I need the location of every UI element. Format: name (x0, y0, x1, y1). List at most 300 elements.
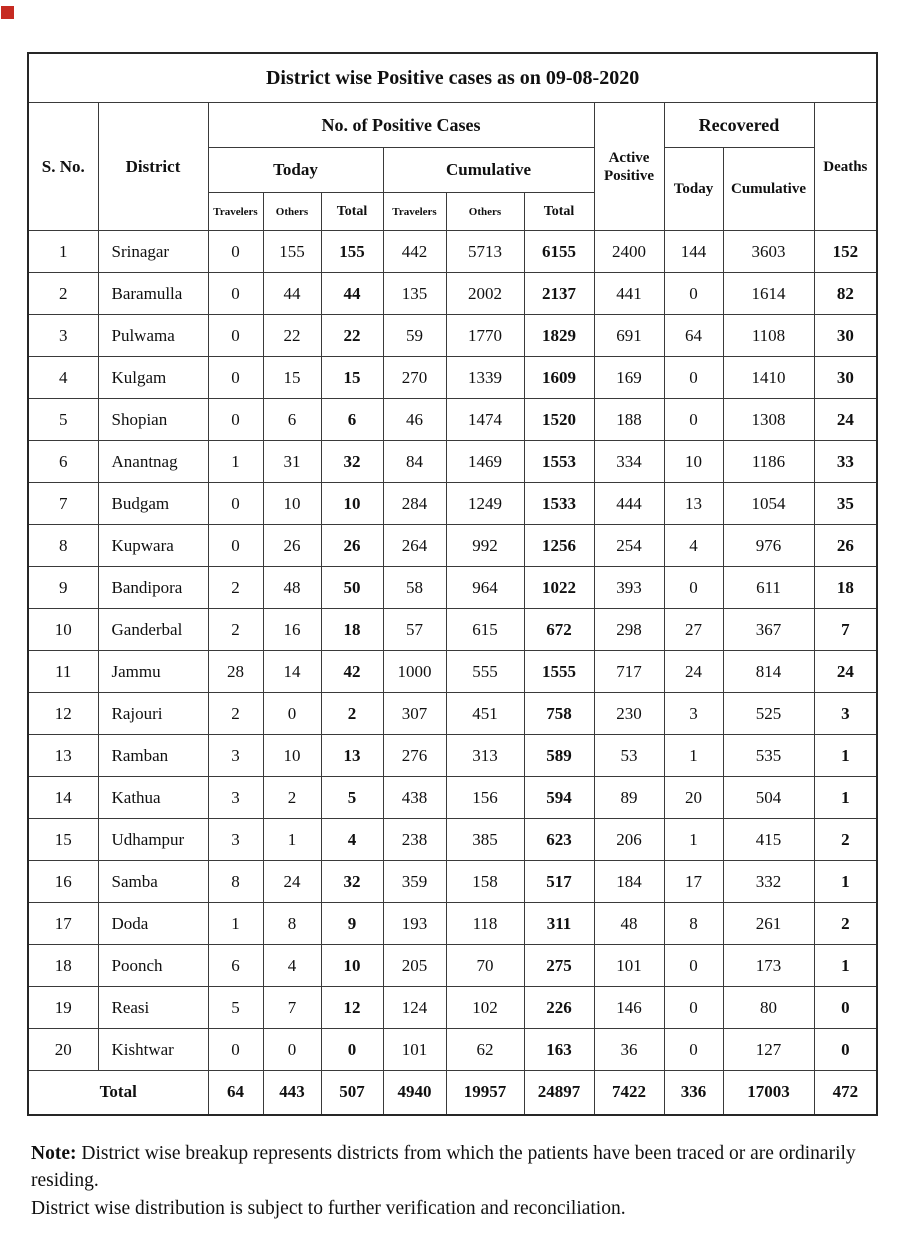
cell-district: Bandipora (98, 567, 208, 609)
cell-cum-total: 589 (524, 735, 594, 777)
cell-recovered-today: 3 (664, 693, 723, 735)
cell-district: Rajouri (98, 693, 208, 735)
cell-cum-others: 555 (446, 651, 524, 693)
cell-district: Ganderbal (98, 609, 208, 651)
cell-today-travelers: 28 (208, 651, 263, 693)
cell-cum-total: 311 (524, 903, 594, 945)
cell-active-positive: 53 (594, 735, 664, 777)
cell-recovered-today: 144 (664, 231, 723, 273)
cell-recovered-cumulative: 367 (723, 609, 814, 651)
cell-s-no: 1 (28, 231, 98, 273)
cell-today-others: 2 (263, 777, 321, 819)
cell-deaths: 30 (814, 315, 877, 357)
cell-cum-travelers: 359 (383, 861, 446, 903)
cell-active-positive: 146 (594, 987, 664, 1029)
cell-cum-total: 1553 (524, 441, 594, 483)
cell-active-positive: 2400 (594, 231, 664, 273)
note-paragraph-1 (31, 1140, 879, 1195)
cell-deaths: 24 (814, 399, 877, 441)
table-row (28, 231, 877, 273)
cell-s-no: 19 (28, 987, 98, 1029)
cell-today-travelers: 3 (208, 777, 263, 819)
cell-deaths: 18 (814, 567, 877, 609)
cell-district: Udhampur (98, 819, 208, 861)
cell-recovered-cumulative: 3603 (723, 231, 814, 273)
cell-today-travelers: 1 (208, 441, 263, 483)
cell-cum-others: 1249 (446, 483, 524, 525)
cell-today-total: 18 (321, 609, 383, 651)
table-row (28, 483, 877, 525)
table-row (28, 273, 877, 315)
cell-recovered-cumulative: 504 (723, 777, 814, 819)
cell-deaths: 152 (814, 231, 877, 273)
cell-cum-total: 1022 (524, 567, 594, 609)
cell-cum-travelers: 264 (383, 525, 446, 567)
cell-s-no: 2 (28, 273, 98, 315)
cell-recovered-today: 0 (664, 1029, 723, 1071)
cell-s-no: 8 (28, 525, 98, 567)
cell-active-positive: 230 (594, 693, 664, 735)
cell-cum-travelers: 238 (383, 819, 446, 861)
cell-recovered-today: 0 (664, 987, 723, 1029)
cell-district: Samba (98, 861, 208, 903)
total-deaths: 472 (814, 1071, 877, 1115)
cell-cum-others: 615 (446, 609, 524, 651)
cell-deaths: 7 (814, 609, 877, 651)
cell-deaths: 0 (814, 1029, 877, 1071)
cell-today-others: 44 (263, 273, 321, 315)
total-row (28, 1071, 877, 1115)
table-row (28, 735, 877, 777)
total-cum-others: 19957 (446, 1071, 524, 1115)
cell-cum-travelers: 58 (383, 567, 446, 609)
cell-deaths: 26 (814, 525, 877, 567)
cell-cum-others: 385 (446, 819, 524, 861)
cell-cum-travelers: 307 (383, 693, 446, 735)
cell-s-no: 14 (28, 777, 98, 819)
table-row (28, 819, 877, 861)
cell-recovered-cumulative: 80 (723, 987, 814, 1029)
table-row (28, 399, 877, 441)
header-cum-others: Others (446, 193, 524, 231)
header-s-no: S. No. (28, 103, 98, 231)
cell-today-travelers: 0 (208, 525, 263, 567)
cell-active-positive: 393 (594, 567, 664, 609)
cell-cum-others: 1469 (446, 441, 524, 483)
cell-active-positive: 48 (594, 903, 664, 945)
note-text-1: District wise breakup represents districts from which the patients have been traced or are ordinarily residing. (31, 1143, 856, 1192)
cell-cum-others: 992 (446, 525, 524, 567)
cell-today-travelers: 0 (208, 357, 263, 399)
cell-district: Jammu (98, 651, 208, 693)
cell-cum-others: 1770 (446, 315, 524, 357)
cell-today-total: 155 (321, 231, 383, 273)
cell-recovered-today: 0 (664, 567, 723, 609)
cell-today-others: 7 (263, 987, 321, 1029)
cell-s-no: 11 (28, 651, 98, 693)
header-cum-travelers: Travelers (383, 193, 446, 231)
note-paragraph-2 (31, 1195, 879, 1222)
cell-today-total: 13 (321, 735, 383, 777)
cell-today-total: 2 (321, 693, 383, 735)
table-body (28, 231, 877, 1071)
table-row (28, 315, 877, 357)
cell-recovered-cumulative: 1410 (723, 357, 814, 399)
cell-deaths: 24 (814, 651, 877, 693)
cell-cum-others: 70 (446, 945, 524, 987)
cell-today-others: 4 (263, 945, 321, 987)
cell-active-positive: 206 (594, 819, 664, 861)
cell-today-total: 50 (321, 567, 383, 609)
cell-today-others: 14 (263, 651, 321, 693)
header-positive-cases-group: No. of Positive Cases (208, 103, 594, 148)
cell-recovered-cumulative: 1308 (723, 399, 814, 441)
header-district: District (98, 103, 208, 231)
cell-today-others: 6 (263, 399, 321, 441)
total-recovered-today: 336 (664, 1071, 723, 1115)
cell-today-others: 8 (263, 903, 321, 945)
cell-s-no: 3 (28, 315, 98, 357)
cell-s-no: 16 (28, 861, 98, 903)
cell-cum-others: 964 (446, 567, 524, 609)
cell-s-no: 18 (28, 945, 98, 987)
cell-cum-total: 758 (524, 693, 594, 735)
cell-recovered-cumulative: 525 (723, 693, 814, 735)
cell-cum-total: 226 (524, 987, 594, 1029)
header-recovered-today: Today (664, 148, 723, 231)
cell-today-others: 31 (263, 441, 321, 483)
cell-recovered-today: 0 (664, 399, 723, 441)
cell-recovered-today: 0 (664, 945, 723, 987)
cell-recovered-cumulative: 611 (723, 567, 814, 609)
table-row (28, 567, 877, 609)
cell-today-travelers: 5 (208, 987, 263, 1029)
cell-cum-total: 623 (524, 819, 594, 861)
header-recovered-group: Recovered (664, 103, 814, 148)
cell-cum-others: 1339 (446, 357, 524, 399)
cell-recovered-today: 4 (664, 525, 723, 567)
cell-today-travelers: 3 (208, 735, 263, 777)
cell-deaths: 82 (814, 273, 877, 315)
cell-today-total: 44 (321, 273, 383, 315)
cell-today-travelers: 2 (208, 609, 263, 651)
cell-recovered-today: 24 (664, 651, 723, 693)
cell-s-no: 20 (28, 1029, 98, 1071)
header-cum-total: Total (524, 193, 594, 231)
table-header (28, 53, 877, 231)
cell-deaths: 2 (814, 903, 877, 945)
cell-district: Ramban (98, 735, 208, 777)
total-recovered-cumulative: 17003 (723, 1071, 814, 1115)
table-row (28, 693, 877, 735)
header-today-total: Total (321, 193, 383, 231)
total-cum-travelers: 4940 (383, 1071, 446, 1115)
cell-cum-others: 62 (446, 1029, 524, 1071)
table-row (28, 525, 877, 567)
cell-today-total: 22 (321, 315, 383, 357)
header-today-travelers: Travelers (208, 193, 263, 231)
cell-today-others: 1 (263, 819, 321, 861)
cell-today-total: 10 (321, 483, 383, 525)
cell-today-others: 155 (263, 231, 321, 273)
cell-recovered-today: 1 (664, 735, 723, 777)
cell-deaths: 35 (814, 483, 877, 525)
header-active-positive: Active Positive (594, 103, 664, 231)
title-row (28, 53, 877, 103)
cell-today-others: 15 (263, 357, 321, 399)
cell-cum-travelers: 193 (383, 903, 446, 945)
cell-today-total: 12 (321, 987, 383, 1029)
cell-today-others: 22 (263, 315, 321, 357)
header-today-others: Others (263, 193, 321, 231)
header-recovered-cumulative: Cumulative (723, 148, 814, 231)
cell-district: Baramulla (98, 273, 208, 315)
cell-today-others: 26 (263, 525, 321, 567)
cell-s-no: 15 (28, 819, 98, 861)
cell-today-travelers: 6 (208, 945, 263, 987)
cell-cum-total: 594 (524, 777, 594, 819)
cell-recovered-today: 8 (664, 903, 723, 945)
note-section (31, 1140, 879, 1222)
cell-cum-others: 2002 (446, 273, 524, 315)
cell-cum-travelers: 1000 (383, 651, 446, 693)
total-today-total: 507 (321, 1071, 383, 1115)
cell-deaths: 33 (814, 441, 877, 483)
cell-cum-travelers: 135 (383, 273, 446, 315)
table-row (28, 609, 877, 651)
table-row (28, 903, 877, 945)
cell-deaths: 30 (814, 357, 877, 399)
cell-active-positive: 441 (594, 273, 664, 315)
cell-recovered-cumulative: 814 (723, 651, 814, 693)
cell-today-total: 32 (321, 441, 383, 483)
cell-today-total: 32 (321, 861, 383, 903)
page-title: District wise Positive cases as on 09-08-2020 (28, 53, 877, 103)
cell-cum-total: 672 (524, 609, 594, 651)
cell-cum-travelers: 124 (383, 987, 446, 1029)
cell-cum-travelers: 284 (383, 483, 446, 525)
header-deaths: Deaths (814, 103, 877, 231)
cell-active-positive: 298 (594, 609, 664, 651)
header-today-group: Today (208, 148, 383, 193)
cell-recovered-cumulative: 127 (723, 1029, 814, 1071)
cell-recovered-today: 13 (664, 483, 723, 525)
total-active-positive: 7422 (594, 1071, 664, 1115)
cell-recovered-cumulative: 261 (723, 903, 814, 945)
cell-cum-total: 1533 (524, 483, 594, 525)
cell-today-travelers: 8 (208, 861, 263, 903)
cell-today-others: 10 (263, 483, 321, 525)
cell-cum-travelers: 84 (383, 441, 446, 483)
cell-today-travelers: 0 (208, 483, 263, 525)
cell-district: Budgam (98, 483, 208, 525)
cell-today-total: 4 (321, 819, 383, 861)
table-row (28, 777, 877, 819)
cell-cum-total: 1256 (524, 525, 594, 567)
cell-recovered-today: 27 (664, 609, 723, 651)
cell-deaths: 1 (814, 777, 877, 819)
cell-today-total: 42 (321, 651, 383, 693)
table-row (28, 945, 877, 987)
header-group-row (28, 103, 877, 148)
note-label: Note: (31, 1143, 77, 1164)
cell-today-others: 0 (263, 1029, 321, 1071)
cell-active-positive: 169 (594, 357, 664, 399)
cell-recovered-cumulative: 1108 (723, 315, 814, 357)
cell-s-no: 6 (28, 441, 98, 483)
cell-recovered-cumulative: 1054 (723, 483, 814, 525)
total-cum-total: 24897 (524, 1071, 594, 1115)
cell-recovered-today: 0 (664, 357, 723, 399)
cell-today-travelers: 0 (208, 399, 263, 441)
cell-cum-total: 275 (524, 945, 594, 987)
table-row (28, 441, 877, 483)
table-row (28, 987, 877, 1029)
total-today-travelers: 64 (208, 1071, 263, 1115)
header-cumulative-group: Cumulative (383, 148, 594, 193)
cell-district: Doda (98, 903, 208, 945)
cell-today-others: 0 (263, 693, 321, 735)
cell-s-no: 4 (28, 357, 98, 399)
cell-cum-others: 158 (446, 861, 524, 903)
cell-cum-total: 517 (524, 861, 594, 903)
cell-today-travelers: 3 (208, 819, 263, 861)
cell-today-total: 6 (321, 399, 383, 441)
cell-today-others: 24 (263, 861, 321, 903)
total-label: Total (28, 1071, 208, 1115)
cell-cum-total: 1520 (524, 399, 594, 441)
cell-district: Kishtwar (98, 1029, 208, 1071)
cell-active-positive: 334 (594, 441, 664, 483)
cell-recovered-cumulative: 332 (723, 861, 814, 903)
cell-district: Kathua (98, 777, 208, 819)
table-row (28, 357, 877, 399)
cell-cum-others: 118 (446, 903, 524, 945)
cell-district: Srinagar (98, 231, 208, 273)
cell-recovered-cumulative: 173 (723, 945, 814, 987)
cell-cum-travelers: 442 (383, 231, 446, 273)
cell-cum-travelers: 59 (383, 315, 446, 357)
cell-today-travelers: 0 (208, 315, 263, 357)
cell-recovered-today: 0 (664, 273, 723, 315)
cell-today-total: 26 (321, 525, 383, 567)
cell-today-travelers: 2 (208, 567, 263, 609)
cell-cum-travelers: 57 (383, 609, 446, 651)
cell-deaths: 1 (814, 861, 877, 903)
cell-today-travelers: 0 (208, 273, 263, 315)
cell-today-total: 15 (321, 357, 383, 399)
cell-cum-travelers: 438 (383, 777, 446, 819)
cell-today-total: 9 (321, 903, 383, 945)
cell-today-travelers: 0 (208, 231, 263, 273)
cell-district: Reasi (98, 987, 208, 1029)
cell-recovered-cumulative: 976 (723, 525, 814, 567)
cell-active-positive: 89 (594, 777, 664, 819)
cell-cum-travelers: 101 (383, 1029, 446, 1071)
table-row (28, 1029, 877, 1071)
cell-recovered-today: 17 (664, 861, 723, 903)
cell-district: Shopian (98, 399, 208, 441)
cell-deaths: 1 (814, 735, 877, 777)
cell-active-positive: 444 (594, 483, 664, 525)
table-footer (28, 1071, 877, 1115)
cell-today-travelers: 1 (208, 903, 263, 945)
cell-deaths: 3 (814, 693, 877, 735)
cell-today-others: 48 (263, 567, 321, 609)
cell-active-positive: 101 (594, 945, 664, 987)
cell-s-no: 5 (28, 399, 98, 441)
cell-active-positive: 717 (594, 651, 664, 693)
cell-district: Poonch (98, 945, 208, 987)
cell-district: Kulgam (98, 357, 208, 399)
cell-deaths: 0 (814, 987, 877, 1029)
cell-today-total: 0 (321, 1029, 383, 1071)
cell-district: Pulwama (98, 315, 208, 357)
cell-s-no: 17 (28, 903, 98, 945)
cell-cum-others: 5713 (446, 231, 524, 273)
cell-cum-total: 1609 (524, 357, 594, 399)
cell-cum-travelers: 276 (383, 735, 446, 777)
cell-active-positive: 184 (594, 861, 664, 903)
cell-recovered-cumulative: 535 (723, 735, 814, 777)
table-row (28, 861, 877, 903)
note-text-2: District wise distribution is subject to further verification and reconciliation. (31, 1197, 626, 1219)
cell-today-total: 5 (321, 777, 383, 819)
cell-district: Kupwara (98, 525, 208, 567)
cell-recovered-today: 64 (664, 315, 723, 357)
cell-cum-others: 313 (446, 735, 524, 777)
cell-cum-total: 1555 (524, 651, 594, 693)
cell-cum-others: 102 (446, 987, 524, 1029)
cell-cum-total: 6155 (524, 231, 594, 273)
cell-s-no: 9 (28, 567, 98, 609)
cell-deaths: 1 (814, 945, 877, 987)
cell-deaths: 2 (814, 819, 877, 861)
cell-cum-total: 1829 (524, 315, 594, 357)
cell-recovered-cumulative: 415 (723, 819, 814, 861)
cell-recovered-today: 10 (664, 441, 723, 483)
cell-cum-total: 2137 (524, 273, 594, 315)
cell-cum-total: 163 (524, 1029, 594, 1071)
cell-recovered-cumulative: 1614 (723, 273, 814, 315)
cell-s-no: 7 (28, 483, 98, 525)
cell-active-positive: 254 (594, 525, 664, 567)
cell-recovered-today: 20 (664, 777, 723, 819)
cell-cum-travelers: 205 (383, 945, 446, 987)
cell-cum-travelers: 270 (383, 357, 446, 399)
cell-today-others: 16 (263, 609, 321, 651)
district-cases-table (27, 52, 878, 1116)
cell-active-positive: 691 (594, 315, 664, 357)
cell-cum-others: 1474 (446, 399, 524, 441)
cell-today-travelers: 0 (208, 1029, 263, 1071)
cell-today-travelers: 2 (208, 693, 263, 735)
cell-s-no: 10 (28, 609, 98, 651)
cell-active-positive: 36 (594, 1029, 664, 1071)
cell-recovered-today: 1 (664, 819, 723, 861)
cell-cum-others: 156 (446, 777, 524, 819)
cell-cum-travelers: 46 (383, 399, 446, 441)
cell-s-no: 13 (28, 735, 98, 777)
total-today-others: 443 (263, 1071, 321, 1115)
cell-s-no: 12 (28, 693, 98, 735)
table-row (28, 651, 877, 693)
cell-recovered-cumulative: 1186 (723, 441, 814, 483)
cell-today-others: 10 (263, 735, 321, 777)
corner-red-mark (1, 6, 14, 19)
cell-cum-others: 451 (446, 693, 524, 735)
cell-district: Anantnag (98, 441, 208, 483)
